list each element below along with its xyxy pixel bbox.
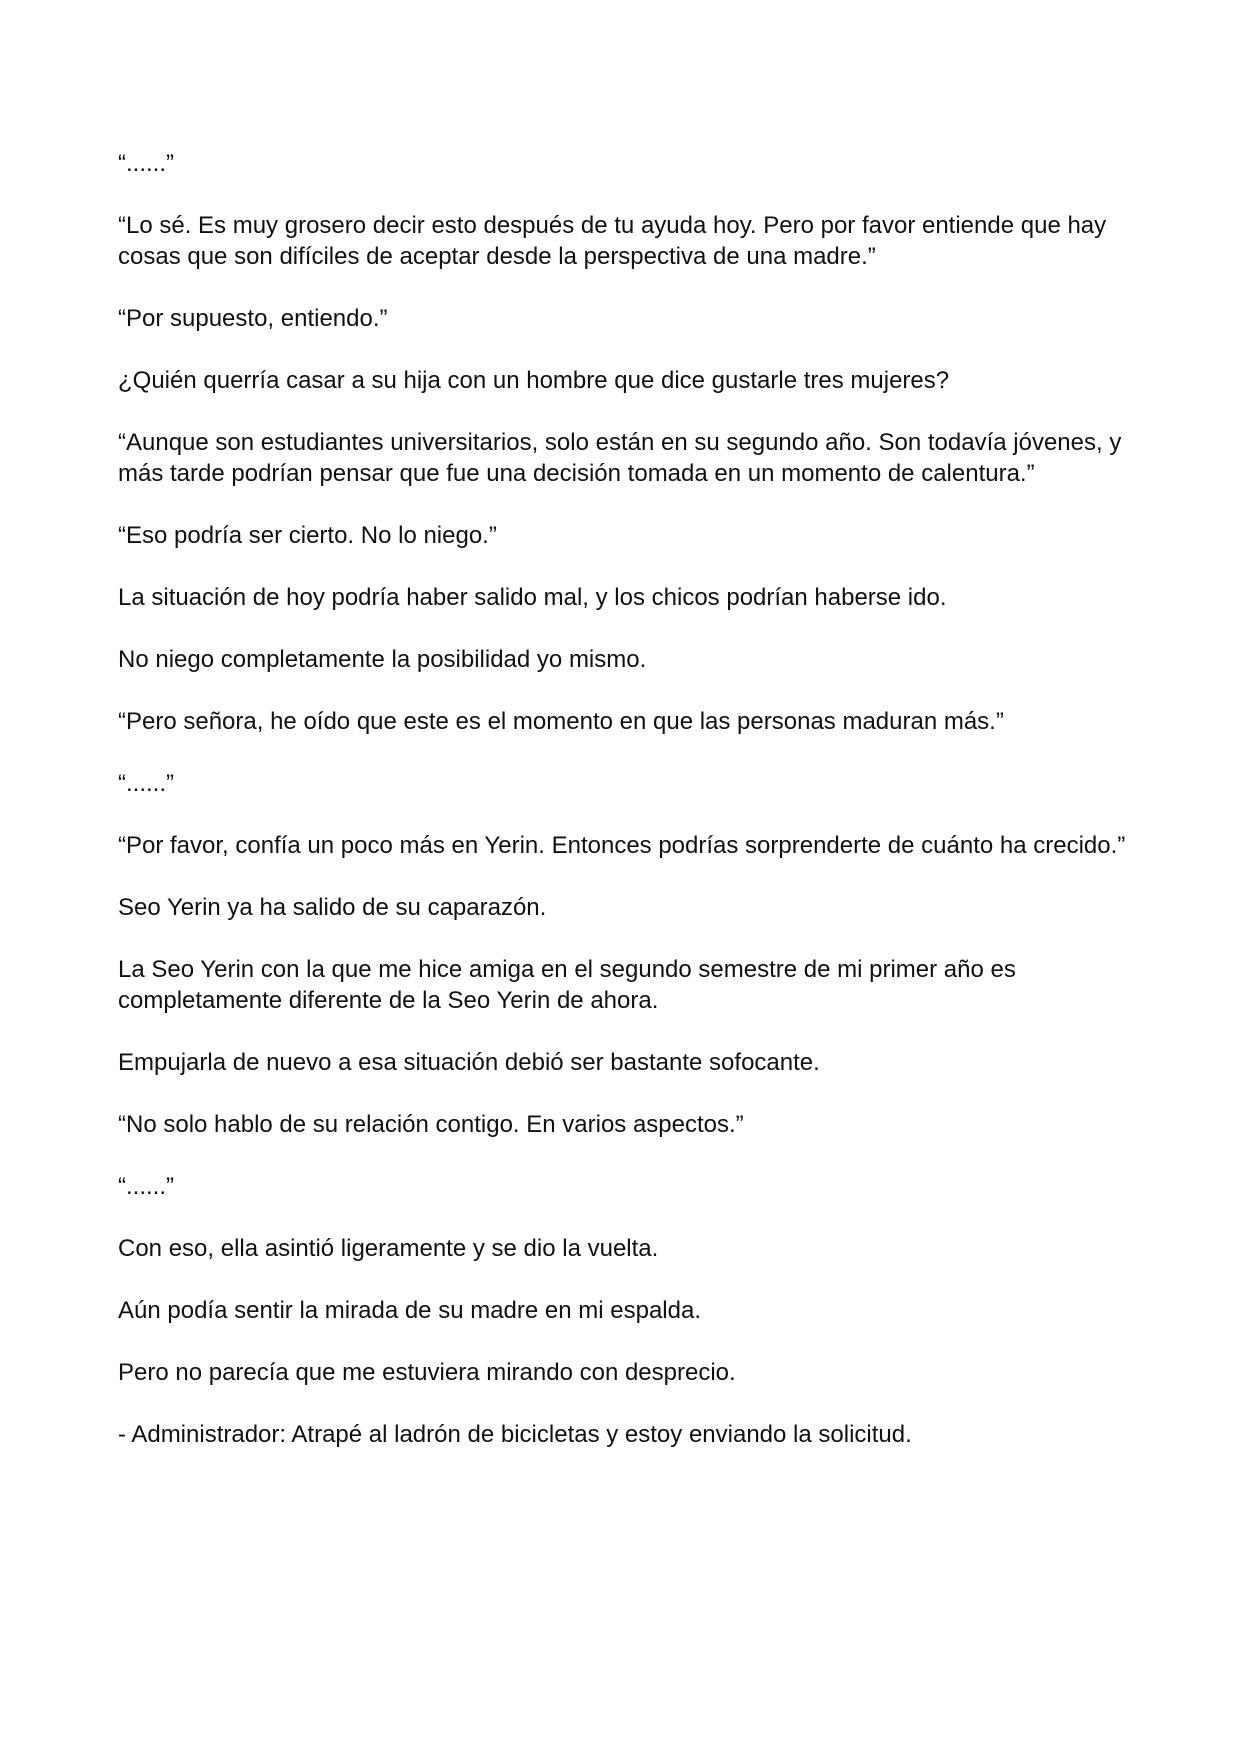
paragraph-ellipsis: “......”: [118, 770, 174, 797]
paragraph-system-message: - Administrador: Atrapé al ladrón de bicicletas y estoy enviando la solicitud.: [118, 1421, 912, 1448]
paragraph: “Lo sé. Es muy grosero decir esto después de tu ayuda hoy. Pero por favor entiende que hay cosas que son difíciles de aceptar desde la perspectiva de una madre.”: [118, 212, 1107, 270]
paragraph: Pero no parecía que me estuviera mirando con desprecio.: [118, 1359, 736, 1386]
paragraph: La situación de hoy podría haber salido mal, y los chicos podrían haberse ido.: [118, 584, 947, 611]
paragraph: No niego completamente la posibilidad yo mismo.: [118, 646, 647, 673]
document-body: [118, 148, 1138, 1450]
paragraph: “Por favor, confía un poco más en Yerin. Entonces podrías sorprenderte de cuánto ha crecido.”: [118, 832, 1126, 859]
paragraph: ¿Quién querría casar a su hija con un hombre que dice gustarle tres mujeres?: [118, 367, 950, 394]
paragraph: “No solo hablo de su relación contigo. En varios aspectos.”: [118, 1111, 744, 1138]
paragraph-ellipsis: “......”: [118, 1173, 174, 1200]
paragraph: “Eso podría ser cierto. No lo niego.”: [118, 522, 497, 549]
paragraph: Con eso, ella asintió ligeramente y se dio la vuelta.: [118, 1235, 659, 1262]
paragraph: “Aunque son estudiantes universitarios, solo están en su segundo año. Son todavía jóvenes, y más tarde podrían pensar que fue una decisión tomada en un momento de calentura.”: [118, 429, 1122, 487]
paragraph-ellipsis: “......”: [118, 150, 174, 177]
paragraph: La Seo Yerin con la que me hice amiga en el segundo semestre de mi primer año es completamente diferente de la Seo Yerin de ahora.: [118, 956, 1016, 1014]
paragraph: Empujarla de nuevo a esa situación debió ser bastante sofocante.: [118, 1049, 820, 1076]
paragraph: Seo Yerin ya ha salido de su caparazón.: [118, 894, 547, 921]
paragraph: Aún podía sentir la mirada de su madre en mi espalda.: [118, 1297, 701, 1324]
paragraph: “Por supuesto, entiendo.”: [118, 305, 388, 332]
paragraph: “Pero señora, he oído que este es el momento en que las personas maduran más.”: [118, 708, 1004, 735]
